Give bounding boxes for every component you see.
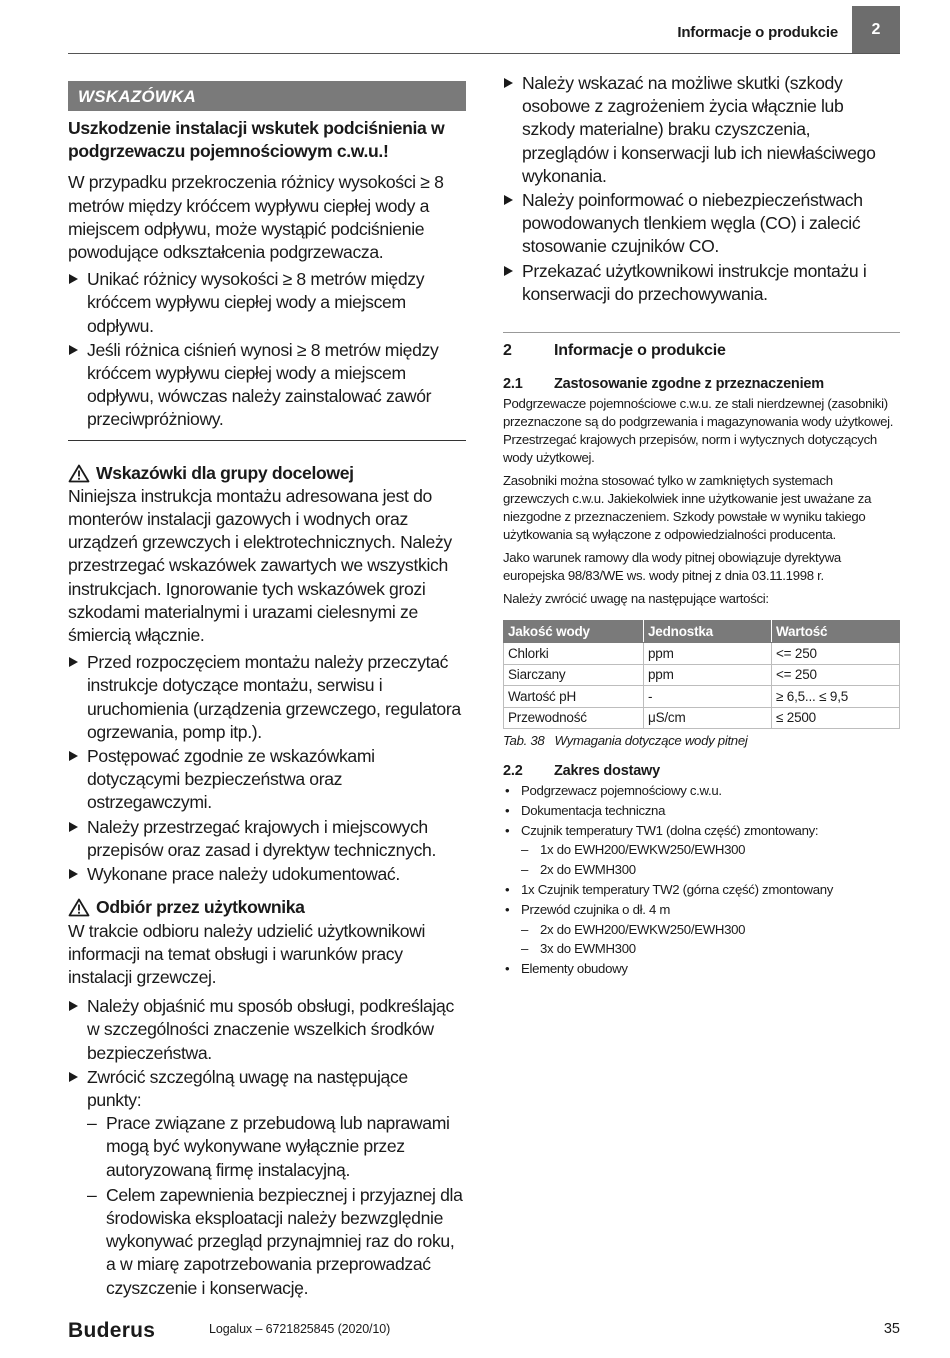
list-item — [503, 781, 900, 801]
arrow-bullet-icon — [69, 345, 78, 355]
handover-sublist — [87, 1112, 466, 1300]
user-info-list — [503, 72, 900, 306]
arrow-bullet-icon — [69, 869, 78, 879]
list-item-text: Należy przestrzegać krajowych i miejscowych przepisów oraz zasad i dyrektyw technicznych. — [87, 816, 436, 860]
table-row — [504, 686, 900, 708]
list-item — [503, 72, 900, 188]
list-item — [503, 959, 900, 979]
paragraph: Należy zwrócić uwagę na następujące wartości: — [503, 591, 769, 607]
subsection-heading — [503, 376, 900, 392]
left-column — [68, 81, 466, 1302]
list-item-text: Wykonane prace należy udokumentować. — [87, 864, 400, 885]
dash-bullet: – — [521, 842, 529, 858]
target-list — [68, 651, 466, 886]
bullet-dot: • — [505, 802, 510, 818]
table-caption: Tab. 38 Wymagania dotyczące wody pitnej — [503, 733, 748, 749]
bullet-dot: • — [505, 822, 510, 838]
sublist-item-text: 1x do EWH200/EWKW250/EWH300 — [540, 842, 746, 858]
list-item-text: Podgrzewacz pojemnościowy c.w.u. — [521, 783, 722, 799]
sublist-item-text: Celem zapewnienia bezpiecznej i przyjaznej dla środowiska eksploatacji należy bezwzględnie wykonywać przegląd przynajmniej raz do roku, a w miarę zapotrzebowania przeprowadzać czyszczenie i konserwację. — [106, 1184, 463, 1298]
header-rule — [68, 53, 900, 54]
list-item — [68, 995, 466, 1065]
delivery-sublist — [521, 840, 900, 880]
list-item — [503, 821, 900, 880]
chapter-tab: 2 — [852, 6, 900, 54]
list-item-text: Należy wskazać na możliwe skutki (szkody osobowe z zagrożeniem życia włącznie lub szkody materialne) braku czyszczenia, przeglądów i konserwacji lub ich niewłaściwego wykonania. — [522, 73, 876, 186]
table-cell: - — [644, 686, 772, 708]
list-item — [68, 816, 466, 862]
table-row — [504, 643, 900, 665]
dash-bullet: – — [521, 941, 529, 957]
document-reference: Logalux – 6721825845 (2020/10) — [209, 1322, 391, 1336]
handover-heading-text: Odbiór przez użytkownika — [96, 897, 305, 918]
notice-label: WSKAZÓWKA — [68, 81, 466, 111]
sublist-item — [521, 840, 900, 860]
list-item — [68, 651, 466, 744]
list-item-text: Elementy obudowy — [521, 961, 628, 977]
buderus-logo: Buderus — [68, 1319, 156, 1342]
target-heading-text: Wskazówki dla grupy docelowej — [96, 462, 354, 483]
table-cell: <= 250 — [772, 643, 900, 665]
list-item-text: Należy poinformować o niebezpieczeństwach powodowanych tlenkiem węgla (CO) i zalecić stosowanie czujników CO. — [522, 190, 863, 257]
table-row — [504, 707, 900, 729]
bullet-dot: • — [505, 961, 510, 977]
list-item-text: Przed rozpoczęciem montażu należy przeczytać instrukcje dotyczące montażu, serwisu i uruchomienia (urządzenia grzewczego, regulatora ogrzewania, pomp itp.). — [87, 652, 461, 742]
notice-divider — [68, 440, 466, 441]
table-cell: Siarczany — [504, 664, 644, 686]
sublist-item — [87, 1184, 466, 1300]
list-item — [503, 801, 900, 821]
right-column — [503, 72, 900, 979]
arrow-bullet-icon — [69, 1072, 78, 1082]
section-heading — [503, 342, 900, 360]
arrow-bullet-icon — [69, 751, 78, 761]
notice-heading: Uszkodzenie instalacji wskutek podciśnienia w podgrzewaczu pojemnościowym c.w.u.! — [68, 118, 445, 162]
table-cell: Wartość pH — [504, 686, 644, 708]
list-item-text: Czujnik temperatury TW1 (dolna część) zmontowany: — [521, 822, 819, 838]
list-item — [503, 260, 900, 306]
subsection-title: Zastosowanie zgodne z przeznaczeniem — [554, 376, 824, 393]
list-item-text: Przekazać użytkownikowi instrukcje montażu i konserwacji do przechowywania. — [522, 260, 867, 304]
sublist-item-text: 2x do EWMH300 — [540, 862, 636, 878]
list-item-text: Należy objaśnić mu sposób obsługi, podkreślając w szczególności znaczenie wszelkich środków bezpieczeństwa. — [87, 996, 454, 1063]
table-cell: ≥ 6,5... ≤ 9,5 — [772, 686, 900, 708]
arrow-bullet-icon — [504, 78, 513, 88]
handover-heading — [68, 896, 466, 919]
column-header: Jednostka — [644, 621, 772, 643]
dash-bullet: – — [87, 1184, 97, 1205]
target-text: Niniejsza instrukcja montażu adresowana jest do monterów instalacji gazowych i wodnych oraz urządzeń grzewczych i elektrotechnicznych. Należy przestrzegać wskazówek zawartych we wszystkich instrukcjach. Ignorowanie tych wskazówek grozi szkodami materialnymi i urazami cielesnymi ze śmiercią włącznie. — [68, 485, 452, 646]
paragraph: Podgrzewacze pojemnościowe c.w.u. ze stali nierdzewnej (zasobniki) przeznaczone są do podgrzewania i magazynowania wody użytkowej. Przestrzegać krajowych przepisów, norm i wytycznych dotyczących wody użytkowej. — [503, 396, 894, 466]
delivery-list — [503, 781, 900, 979]
list-item — [503, 900, 900, 959]
warning-triangle-icon — [68, 898, 90, 917]
subsection-number: 2.2 — [503, 763, 523, 780]
list-item-text: Zwrócić szczególną uwagę na następujące punkty: — [87, 1066, 408, 1110]
subsection-title: Zakres dostawy — [554, 763, 660, 780]
paragraph: Zasobniki można stosować tylko w zamkniętych systemach grzewczych c.w.u. Jakiekolwiek inne użytkowanie jest uważane za niezgodne z przeznaczeniem. Szkody powstałe w wyniku takiego użytkowania są wyłączone z odpowiedzialności producenta. — [503, 473, 872, 543]
dash-bullet: – — [521, 862, 529, 878]
table-cell: Przewodność — [504, 707, 644, 729]
bullet-dot: • — [505, 901, 510, 917]
list-item — [68, 268, 466, 338]
table-cell: <= 250 — [772, 664, 900, 686]
list-item-text: Przewód czujnika o dł. 4 m — [521, 901, 671, 917]
sublist-item — [521, 939, 900, 959]
notice-list — [68, 268, 466, 431]
sublist-item-text: Prace związane z przebudową lub naprawami mogą być wykonywane wyłącznie przez autoryzowaną firmę instalacyjną. — [106, 1113, 450, 1180]
sublist-item-text: 2x do EWH200/EWKW250/EWH300 — [540, 921, 746, 937]
list-item — [503, 189, 900, 259]
section-title: Informacje o produkcie — [554, 342, 726, 360]
list-item-text: 1x Czujnik temperatury TW2 (górna część) zmontowany — [521, 882, 834, 898]
column-header: Jakość wody — [504, 621, 644, 643]
bullet-dot: • — [505, 783, 510, 799]
sublist-item — [521, 860, 900, 880]
arrow-bullet-icon — [504, 266, 513, 276]
section-rule — [503, 332, 900, 333]
column-header: Wartość — [772, 621, 900, 643]
list-item — [68, 863, 466, 886]
bullet-dot: • — [505, 882, 510, 898]
list-item-text: Unikać różnicy wysokości ≥ 8 metrów między króćcem wypływu ciepłej wody a miejscem odpływu. — [87, 269, 425, 336]
table-cell: ppm — [644, 664, 772, 686]
table-cell: ppm — [644, 643, 772, 665]
dash-bullet: – — [87, 1113, 97, 1134]
list-item-text: Dokumentacja techniczna — [521, 802, 666, 818]
table-cell: μS/cm — [644, 707, 772, 729]
notice-text: W przypadku przekroczenia różnicy wysokości ≥ 8 metrów między króćcem wypływu ciepłej wody a miejscem odpływu, może wystąpić podciśnienie powodujące odkształcenia podgrzewacza. — [68, 172, 444, 263]
list-item-text: Jeśli różnica ciśnień wynosi ≥ 8 metrów między króćcem wypływu ciepłej wody a miejscem odpływu, wówczas należy zainstalować zawór przeciwpróżniowy. — [87, 339, 439, 430]
table-cell: ≤ 2500 — [772, 707, 900, 729]
list-item — [503, 880, 900, 900]
sublist-item-text: 3x do EWMH300 — [540, 941, 636, 957]
target-heading — [68, 462, 466, 485]
arrow-bullet-icon — [69, 657, 78, 667]
delivery-sublist — [521, 920, 900, 960]
arrow-bullet-icon — [69, 822, 78, 832]
running-header-title: Informacje o produkcie — [677, 24, 838, 41]
sublist-item — [521, 920, 900, 940]
section-number: 2 — [503, 342, 512, 360]
warning-triangle-icon — [68, 464, 90, 483]
table-header-row — [504, 621, 900, 643]
intended-use-text — [503, 395, 900, 608]
arrow-bullet-icon — [69, 274, 78, 284]
arrow-bullet-icon — [69, 1001, 78, 1011]
sublist-item — [87, 1112, 466, 1182]
table-row — [504, 664, 900, 686]
arrow-bullet-icon — [504, 195, 513, 205]
subsection-heading — [503, 763, 900, 779]
page-number: 35 — [883, 1321, 900, 1337]
table-cell: Chlorki — [504, 643, 644, 665]
list-item-text: Postępować zgodnie ze wskazówkami dotyczącymi bezpieczeństwa oraz ostrzegawczymi. — [87, 746, 375, 813]
paragraph: Jako warunek ramowy dla wody pitnej obowiązuje dyrektywa europejska 98/83/WE ws. wody pitnej z dnia 03.11.1998 r. — [503, 550, 841, 584]
list-item — [68, 1066, 466, 1300]
dash-bullet: – — [521, 921, 529, 937]
list-item — [68, 339, 466, 432]
handover-list — [68, 995, 466, 1300]
handover-text: W trakcie odbioru należy udzielić użytkownikowi informacji na temat obsługi i warunków pracy instalacji grzewczej. — [68, 920, 426, 987]
list-item — [68, 745, 466, 815]
subsection-number: 2.1 — [503, 376, 523, 393]
water-quality-table — [503, 620, 900, 729]
